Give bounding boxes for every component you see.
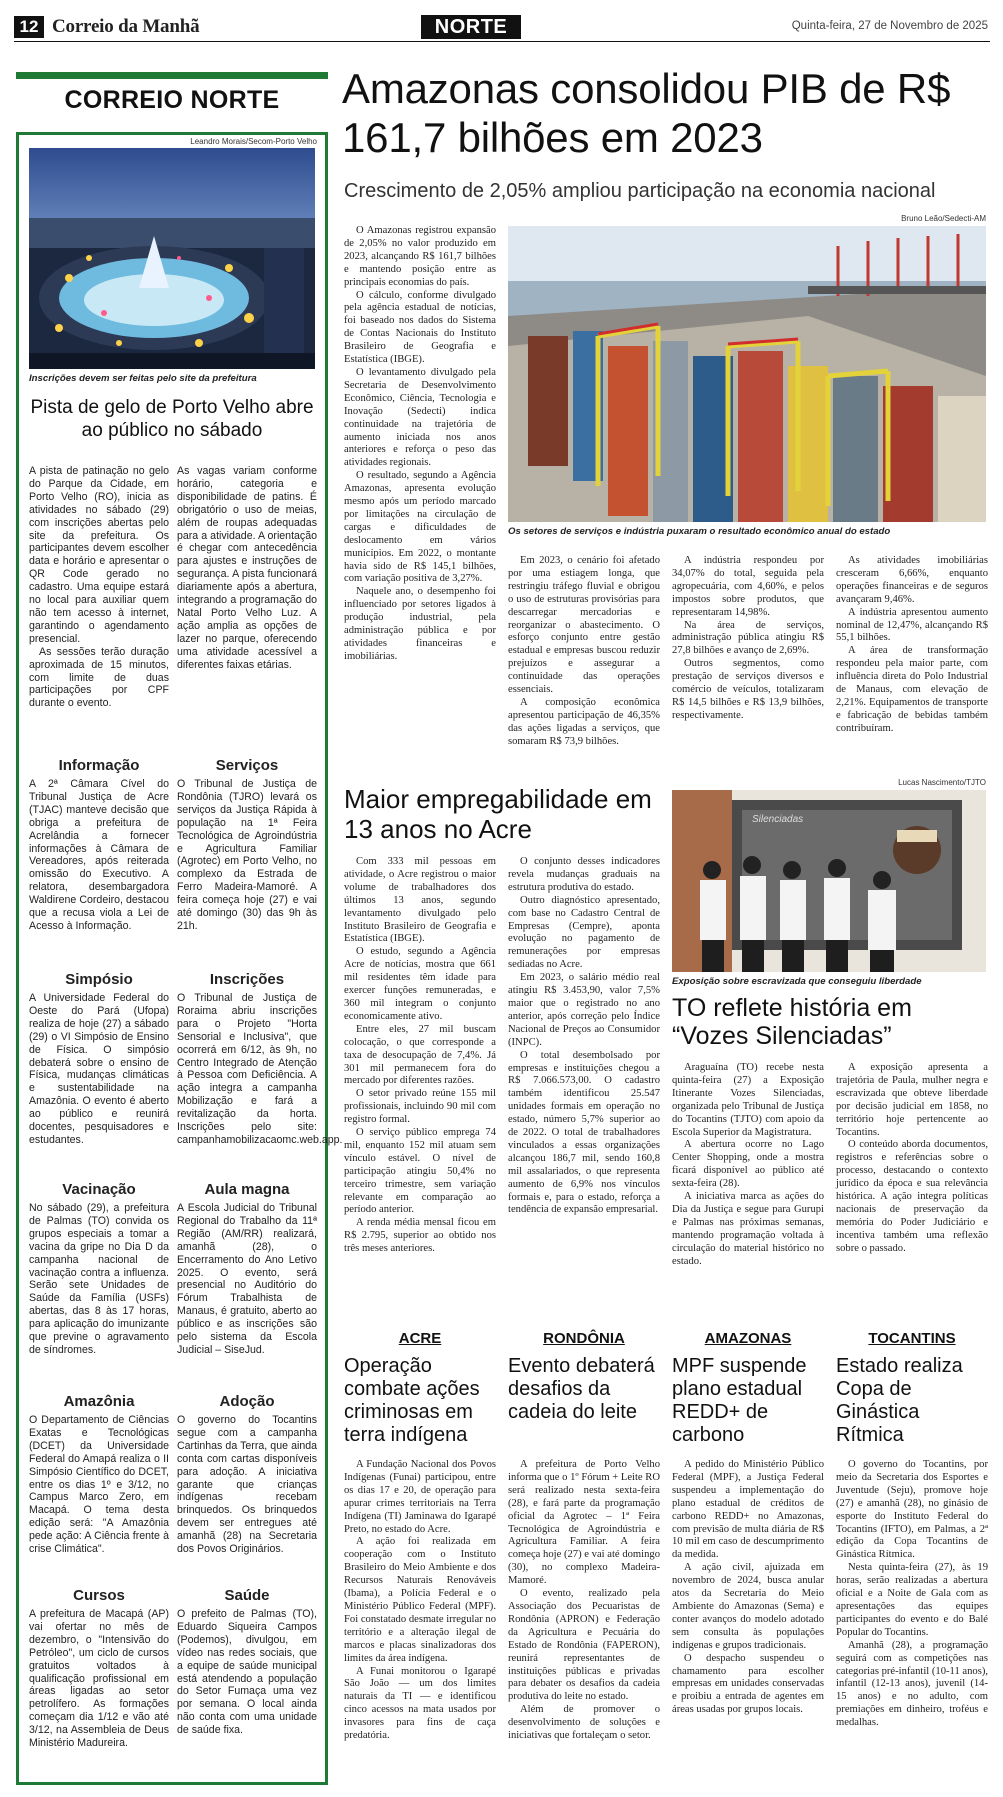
note-adocao: Adoção O governo do Tocantins segue com a campanha Cartinhas da Terra, que ainda conta com cartas disponíveis para adoção. A iniciativa garante que crianças indígenas recebam brinquedos. Os brinquedos devem ser entregues até amanhã (28) na Secretaria dos Povos Originários. [177, 1393, 317, 1556]
region-label: ACRE [398, 1330, 442, 1347]
main-subheadline: Crescimento de 2,05% ampliou participação na economia nacional [344, 180, 936, 202]
note-cursos: Cursos A prefeitura de Macapá (AP) vai ofertar no mês de dezembro, o "Intensivão do Petróleo", um ciclo de cursos gratuitos voltados à qualificação profissional em áreas ligadas ao setor petrolífero. As formações começam dia 1/12 e vão até 3/12, na Assembleia de Deus Ministério Madureira. [29, 1587, 169, 1750]
region-label: RONDÔNIA [543, 1330, 625, 1347]
section-label: NORTE [421, 15, 521, 39]
ice-rink-photo [29, 148, 315, 369]
port-photo-caption: Os setores de serviços e indústria puxaram o resultado econômico anual do estado [508, 526, 891, 537]
note-aula-magna: Aula magna A Escola Judicial do Tribunal Regional do Trabalho da 11ª Região (AM/RR) realizará, amanhã (28), o Encerramento do Ano Letivo 2025. O evento, será presencial no Auditório do Fórum Trabalhista de Manaus, é gratuito, aberto ao público e as inscrições são pelo sistema da Escola Judicial – SiseJud. [177, 1181, 317, 1356]
region-title: Evento debaterá desafios da cadeia do leite [508, 1355, 655, 1423]
paper-name: Correio da Manhã [52, 16, 200, 37]
to-col1: Araguaína (TO) recebe nesta quinta-feira (27) a Exposição Itinerante Vozes Silenciadas, organizada pelo Tribunal de Justiça do Tocantins (TJTO) com apoio da Escola Superior da Magistratura. A abertura ocorre no Lago Center Shopping, onde a mostra ficará disponível ao público até sexta-feira (28). A iniciativa marca as ações do Dia da Justiça e segue para Gurupi e Palmas nas próximas semanas, mantendo programação voltada à circulação do material histórico no estado. [672, 1062, 824, 1267]
region-title: Operação combate ações criminosas em terra indígena [344, 1355, 480, 1446]
sidebar-box [16, 132, 343, 1785]
region-title: Estado realiza Copa de Ginástica Rítmica [836, 1355, 963, 1446]
region-tocantins [836, 1330, 988, 1730]
expo-sign-text: Silenciadas [752, 814, 804, 825]
acre-headline: Maior empregabilidade em 13 anos no Acre [344, 784, 652, 844]
note-simposio: Simpósio A Universidade Federal do Oeste do Pará (Ufopa) realiza de hoje (27) a sábado (29) o VI Simpósio de Ensino de Física. O simpósio debaterá sobre o ensino de Física, mudanças climáticas e sustentabilidade na Amazônia. O evento é aberto ao público e reunirá docentes, pesquisadores e estudantes. [29, 971, 169, 1146]
main-col4: As atividades imobiliárias cresceram 6,66%, enquanto operações financeiras e de seguros avançaram 9,46%. A indústria apresentou aumento nominal de 12,47%, alcançando R$ 55,1 bilhões. A área de transformação respondeu pela maior parte, com influência direta do Polo Industrial de Manaus, com elevação de 2,21%. Equipamentos de transporte e fabricação de bebidas também contribuíram. [836, 555, 988, 734]
main-col3: A indústria respondeu por 34,07% do total, seguida pela agropecuária, com 4,60%, e pelos impostos sobre produtos, que representaram 14,98%. Na área de serviços, administração pública atingiu R$ 27,8 bilhões e avanço de 2,69%. Outros segmentos, como prestação de serviços diversos e comércio de veículos, totalizaram R$ 14,5 bilhões e R$ 13,9 bilhões, respectivamente. [672, 555, 824, 721]
region-body: A prefeitura de Porto Velho informa que o 1º Fórum + Leite RO será realizado nesta sexta-feira (28), e fará parte da programação oficial da Agrotec – 1ª Feira Tecnológica de Agroindústria e Agricultura Familiar. A feira começa hoje (27) e vai até domingo (30), no complexo Madeira-Mamoré. O evento, realizado pela Associação dos Pecuaristas de Rondônia (APRON) e Federação da Agricultura e Pecuária do Estado de Rondônia (FAPERON), reunirá representantes de instituições públicas e privadas para debater os desafios da cadeia produtiva do leite no estado. Além de promover o desenvolvimento de soluções e iniciativas que fortaleçam o setor. [508, 1459, 660, 1742]
sidebar-lead-col1: A pista de patinação no gelo do Parque da Cidade, em Porto Velho (RO), inicia as atividades no sábado (29) com inscrições abertas pelo site da prefeitura. Os participantes devem escolher data e horário e apresentar o QR Code gerado no cadastro. Uma equipe estará no local para auxiliar quem não tem acesso à internet, garantindo o agendamento presencial. As sessões terão duração aproximada de 15 minutos, com limite de duas participações por CPF durante o evento. [29, 465, 169, 710]
region-acre [344, 1330, 496, 1743]
photo-caption: Inscrições devem ser feitas pelo site da prefeitura [29, 373, 257, 384]
main-headline: Amazonas consolidou PIB de R$ 161,7 bilhões em 2023 [342, 65, 951, 161]
page-number: 12 [14, 16, 44, 38]
region-body: O governo do Tocantins, por meio da Secretaria dos Esportes e Juventude (Seju), promove hoje (27) e amanhã (28), no ginásio de esporte do Instituto Federal do Tocantins (IFTO), em Palmas, a 2ª edição da Copa Tocantins de Ginástica Rítmica. Nesta quinta-feira (27), às 19 horas, serão realizadas a abertura oficial e a Noite de Gala com as apresentações das equipes participantes do evento e do Balé Popular do Tocantins. Amanhã (28), a programação seguirá com as competições nas categorias pré-infantil (10-11 anos), infantil (12-13 anos), juvenil (14-15 anos) e no adulto, com premiações em dinheiro, troféus e medalhas. [836, 1459, 988, 1729]
issue-date: Quinta-feira, 27 de Novembro de 2025 [791, 20, 988, 32]
to-col2: A exposição apresenta a trajetória de Paula, mulher negra e escravizada que obteve liberdade por decisão judicial em 1858, no território hoje pertencente ao Tocantins. O conteúdo aborda documentos, registros e referências sobre o processo, destacando o contexto jurídico da época e sua relevância histórica. A ação integra políticas nacionais de preservação da memória do Poder Judiciário e incentiva também uma reflexão sobre o passado. [836, 1062, 988, 1254]
region-label: AMAZONAS [704, 1330, 792, 1347]
region-title: MPF suspende plano estadual REDD+ de carbono [672, 1355, 807, 1446]
expo-photo [672, 790, 986, 972]
masthead [14, 14, 990, 42]
port-photo [508, 226, 986, 522]
to-headline: TO reflete história em “Vozes Silenciadas” [672, 994, 912, 1050]
sidebar-headline: Pista de gelo de Porto Velho abre ao público no sábado [30, 397, 314, 441]
note-informacao: Informação A 2ª Câmara Cível do Tribunal Justiça de Acre (TJAC) manteve decisão que obriga a prefeitura de Acrelândia a fornecer informações à Câmara de Vereadores, após reiterada omissão do Executivo. A relatora, desembargadora Waldirene Cordeiro, destacou que a recusa viola a Lei de Acesso à Informação. [29, 757, 169, 932]
expo-photo-credit: Lucas Nascimento/TJTO [898, 778, 986, 787]
acre-col2: O conjunto desses indicadores revela mudanças graduais na estrutura produtiva do estado. Outro diagnóstico apresentado, com base no Cadastro Central de Empresas (Cempre), aponta evolução no pagamento de remunerações por empresas sediadas no Acre. Em 2023, o salário médio real atingiu R$ 3.453,90, valor 7,5% maior que o registrado no ano anterior, após correção pelo Índice Nacional de Preços ao Consumidor (INPC). O total desembolsado por empresas e instituições chegou a R$ 7.066.573,00. O cadastro também identificou 25.547 unidades formais em operação no estado, número 5,7% superior ao de 2022. O total de trabalhadores vinculados a essas organizações alcançou 186,7 mil, sendo 160,8 mil assalariados, o que representa aumento de 6,9% nos vínculos formais e, para o estado, reforça a tendência de expansão empresarial. [508, 856, 660, 1216]
acre-col1: Com 333 mil pessoas em atividade, o Acre registrou o maior volume de trabalhadores dos últimos 13 anos, segundo levantamento divulgado pelo Instituto Brasileiro de Geografia e Estatística (IBGE). O estudo, segundo a Agência Acre de notícias, mostra que 661 mil residentes têm idade para exercer funções remuneradas, e 360 mil integram o conjunto economicamente ativo. Entre eles, 27 mil buscam colocação, o que corresponde a taxa de desocupação de 7,4%. Já 301 mil permanecem fora do mercado por diferentes razões. O setor privado reúne 155 mil profissionais, incluindo 90 mil com registro formal. O serviço público emprega 74 mil, enquanto 152 mil atuam sem vínculo estável. O nível de participação atingiu 50,4% no terceiro trimestre, sem variação relevante em comparação ao período anterior. A renda média mensal ficou em R$ 2.795, superior ao obtido nos três meses anteriores. [344, 856, 496, 1255]
main-col2: Em 2023, o cenário foi afetado por uma estiagem longa, que restringiu tráfego fluvial e obrigou o uso de estruturas provisórias para descarregar mercadorias e reorganizar o abastecimento. O esforço conjunto entre gestão estadual e empresas buscou reduzir prejuízos e assegurar a continuidade das operações essenciais. A composição econômica apresentou participação de 46,35% das ações ligadas a serviços, que somaram R$ 73,9 bilhões. [508, 555, 660, 747]
sidebar-title: CORREIO NORTE [64, 86, 280, 114]
port-photo-credit: Bruno Leão/Sedecti-AM [901, 214, 986, 223]
note-servicos: Serviços O Tribunal de Justiça de Rondônia (TJRO) levará os serviços da Justiça Rápida à população na 1ª Feira Tecnológica de Agroindústria e Agricultura Familiar (Agrotec) em Porto Velho, no complexo da Estrada de Ferro Madeira-Mamoré. A feira começa hoje (27) e vai até domingo (30) das 9h às 21h. [177, 757, 317, 932]
region-label: TOCANTINS [868, 1330, 956, 1347]
main-col1: O Amazonas registrou expansão de 2,05% no valor produzido em 2023, alcançando R$ 161,7 bilhões e mantendo posição entre as principais economias do país. O cálculo, conforme divulgado pela agência estadual de notícias, foi baseado nos dados do Sistema de Contas Nacionais do Instituto Brasileiro de Geografia e Estatística (IBGE). O levantamento divulgado pela Secretaria de Desenvolvimento Econômico, Ciência, Tecnologia e Inovação (Sedecti) indica continuidade na trajetória de aumento iniciada nos anos anteriores e reforça o peso das atividades regionais. O resultado, segundo a Agência Amazonas, apresenta evolução mesmo após um período marcado por limitações na circulação de cargas e dificuldades de deslocamento em vários municípios. Em 2022, o montante havia sido de R$ 145,1 bilhões, com variação positiva de 3,27%. Naquele ano, o desempenho foi influenciado por setores ligados à produção industrial, pela administração pública e por atividades financeiras e imobiliárias. [344, 225, 496, 662]
region-amazonas [672, 1330, 824, 1717]
region-body: A Fundação Nacional dos Povos Indígenas (Funai) participou, entre os dias 17 e 20, de operação para apurar crimes territoriais na Terra Indígena (TI) Jaminawa do Igarapé Preto, no estado do Acre. A ação foi realizada em cooperação com o Instituto Brasileiro do Meio Ambiente e dos Recursos Naturais Renováveis (Ibama), a Polícia Federal e o Ministério Público Federal (MPF). Foi constatado desmate irregular no território e a alteração ilegal de marcos e placas sinalizadoras dos limites da área indígena. A Funai monitorou o Igarapé São João — um dos limites naturais da TI — e identificou cinco acessos na mata usados por invasores para fins de caça predatória. [344, 1459, 496, 1742]
sidebar-top-bar [16, 72, 328, 79]
region-body: A pedido do Ministério Público Federal (MPF), a Justiça Federal suspendeu a implementação do plano estadual de créditos de carbono REDD+ no Amazonas, com previsão de multa diária de R$ 10 mil em caso de descumprimento da medida. A ação civil, ajuizada em novembro de 2024, busca anular atos da Secretaria do Meio Ambiente do Amazonas (Sema) e conter avanços do modelo adotado sem consulta às populações indígenas e grupos tradicionais. O despacho suspendeu o chamamento para escolher empresas em unidades conservadas e proibiu a entrada de agentes em áreas usadas por grupos locais. [672, 1459, 824, 1716]
note-inscricoes: Inscrições O Tribunal de Justiça de Roraima abriu inscrições para o Projeto "Horta Sensorial e Inclusiva", que ocorrerá em 6/12, às 9h, no Centro Integrado de Atenção à Pessoa com Deficiência. A ação integra a campanha Mobilização e fará a revitalização da horta. Inscrições pelo site: campanhamobilizacaomc.web.app. [177, 971, 343, 1146]
note-amazonia: Amazônia O Departamento de Ciências Exatas e Tecnológicas (DCET) da Universidade Federal do Amapá realiza o II Simpósio Científico do DCET, entre os dias 1º e 3/12, no Campus Marco Zero, em Macapá. O tema desta edição será: "A Amazônia pede ação: A Ciência frente à crise Climática". [29, 1393, 169, 1556]
photo-credit: Leandro Morais/Secom-Porto Velho [190, 137, 317, 146]
note-saude: Saúde O prefeito de Palmas (TO), Eduardo Siqueira Campos (Podemos), divulgou, em vídeo nas redes sociais, que a equipe de saúde municipal está atendendo a população do Setor Fumaça uma vez por semana. O local ainda não conta com uma unidade de saúde fixa. [177, 1587, 317, 1737]
region-rondonia [508, 1330, 660, 1743]
sidebar-lead-col2: As vagas variam conforme horário, categoria e disponibilidade de patins. É obrigatório o uso de meias, além de roupas adequadas para a atividade. A orientação é chegar com antecedência para ajustes e instruções de segurança. A pista funcionará diariamente após a abertura, integrando a programação do Natal Porto Velho Luz. A ação amplia as opções de lazer no parque, oferecendo uma atividade acessível a diferentes faixas etárias. [177, 465, 317, 671]
note-vacinacao: Vacinação No sábado (29), a prefeitura de Palmas (TO) convida os grupos especiais a tomar a vacina da gripe no Dia D da campanha nacional de vacinação contra a influenza. Serão sete Unidades de Saúde da Família (USFs) abertas, das 8 às 17 horas, para aplicação do imunizante que previne o agravamento de síndromes. [29, 1181, 169, 1356]
expo-photo-caption: Exposição sobre escravizada que conseguiu liberdade [672, 976, 922, 987]
